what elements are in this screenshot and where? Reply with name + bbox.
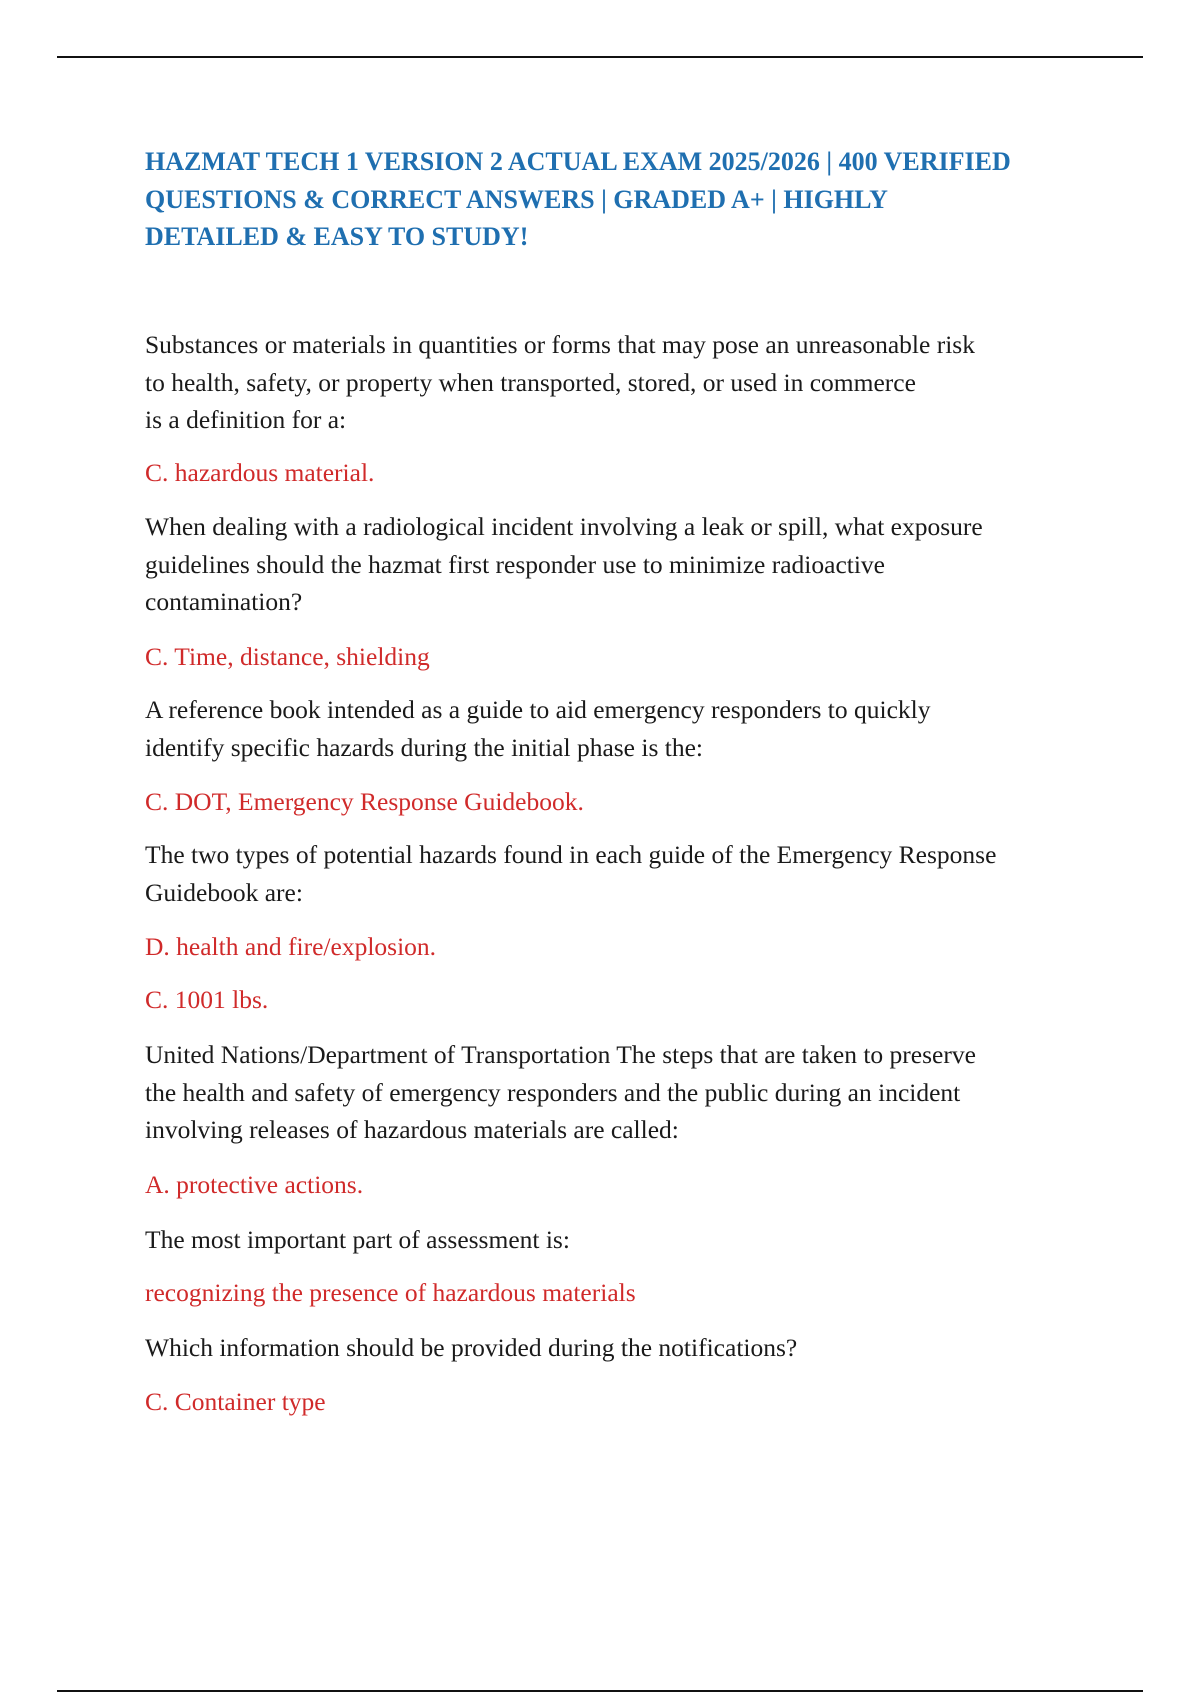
question-8 <box>145 1329 1145 1367</box>
answer-text: C. hazardous material. <box>145 458 375 487</box>
answer-6 <box>145 1166 1145 1204</box>
question-line: the health and safety of emergency responders and the public during an incident <box>145 1077 961 1107</box>
answer-text: A. protective actions. <box>145 1170 364 1199</box>
answer-1 <box>145 454 1145 492</box>
answer-text: recognizing the presence of hazardous materials <box>145 1278 636 1307</box>
title-line: DETAILED & EASY TO STUDY! <box>145 222 529 251</box>
document-title <box>145 143 1145 256</box>
answer-text: C. Container type <box>145 1387 326 1416</box>
question-6 <box>145 1036 1145 1149</box>
question-line: Substances or materials in quantities or forms that may pose an unreasonable risk <box>145 330 975 359</box>
question-1 <box>145 326 1145 439</box>
question-line: to health, safety, or property when transported, stored, or used in commerce <box>145 367 916 397</box>
question-3 <box>145 691 1145 766</box>
answer-text: C. DOT, Emergency Response Guidebook. <box>145 787 584 816</box>
answer-text: C. Time, distance, shielding <box>145 642 430 671</box>
answer-8 <box>145 1383 1145 1421</box>
question-line: The most important part of assessment is: <box>145 1225 570 1254</box>
answer-7 <box>145 1274 1145 1312</box>
answer-4 <box>145 928 1145 966</box>
title-line: QUESTIONS & CORRECT ANSWERS | GRADED A+ | HIGHLY <box>145 184 888 214</box>
question-line: Guidebook are: <box>145 877 303 907</box>
answer-text: C. 1001 lbs. <box>145 985 269 1014</box>
question-2 <box>145 508 1145 621</box>
question-line: identify specific hazards during the initial phase is the: <box>145 732 703 762</box>
question-line: involving releases of hazardous materials are called: <box>145 1115 679 1144</box>
question-line: When dealing with a radiological incident involving a leak or spill, what exposure <box>145 512 983 541</box>
answer-text: D. health and fire/explosion. <box>145 932 437 961</box>
question-line: guidelines should the hazmat first responder use to minimize radioactive <box>145 549 885 579</box>
title-line: HAZMAT TECH 1 VERSION 2 ACTUAL EXAM 2025/2026 | 400 VERIFIED <box>145 147 1011 176</box>
answer-5 <box>145 981 1145 1019</box>
bottom-rule <box>57 1690 1143 1692</box>
question-line: United Nations/Department of Transportation The steps that are taken to preserve <box>145 1040 976 1069</box>
question-4 <box>145 836 1145 911</box>
question-line: The two types of potential hazards found in each guide of the Emergency Response <box>145 840 997 869</box>
answer-2 <box>145 638 1145 676</box>
question-7 <box>145 1221 1145 1259</box>
question-line: contamination? <box>145 587 303 616</box>
question-line: Which information should be provided during the notifications? <box>145 1333 798 1362</box>
top-rule <box>57 56 1143 58</box>
question-line: is a definition for a: <box>145 405 347 434</box>
answer-3 <box>145 783 1145 821</box>
question-line: A reference book intended as a guide to aid emergency responders to quickly <box>145 695 931 724</box>
